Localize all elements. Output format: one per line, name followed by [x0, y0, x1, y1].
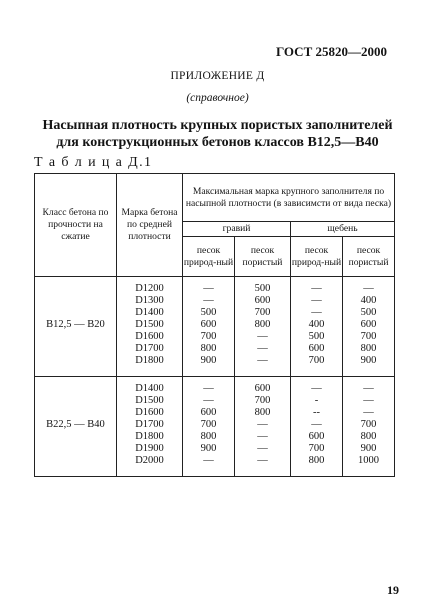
header-crushed-sand-natural: песок природ-ный [291, 237, 343, 277]
grade-value: D1900 [135, 443, 164, 454]
appendix-reference-note: (справочное) [186, 92, 249, 104]
crushed-natural-column [291, 377, 343, 477]
table-cell: - [314, 395, 319, 406]
grade-value: D1600 [135, 407, 164, 418]
table-cell: 700 [360, 419, 377, 430]
table-cell: — [257, 455, 268, 466]
table-cell: 1000 [358, 455, 380, 466]
concrete-class-cell [35, 277, 117, 377]
table-cell: -- [313, 407, 320, 418]
table-cell: 800 [200, 343, 217, 354]
table-cell: — [257, 343, 268, 354]
table-cell: — [203, 395, 214, 406]
table-cell: 500 [360, 307, 377, 318]
table-cell: 500 [308, 331, 325, 342]
header-crushed-stone: щебень [291, 222, 395, 237]
gravel-natural-column [183, 277, 235, 377]
grade-value: D1800 [135, 355, 164, 366]
table-cell: — [363, 395, 374, 406]
table-cell: 600 [200, 407, 217, 418]
density-table [34, 173, 395, 477]
table-cell: — [311, 283, 322, 294]
table-cell: 800 [200, 431, 217, 442]
table-cell: 400 [360, 295, 377, 306]
table-cell: 400 [308, 319, 325, 330]
table-cell: — [203, 283, 214, 294]
title-line-2: для конструкционных бетонов классов В12,5—В40 [56, 135, 379, 150]
table-cell: 600 [254, 295, 271, 306]
grade-value: D1400 [135, 307, 164, 318]
gravel-natural-column [183, 377, 235, 477]
concrete-class-label: В22,5 — В40 [46, 419, 105, 430]
table-row-group-2 [35, 377, 395, 477]
table-cell: 600 [308, 343, 325, 354]
grade-column [117, 277, 183, 377]
grade-column [117, 377, 183, 477]
table-cell: 500 [200, 307, 217, 318]
table-cell: — [257, 431, 268, 442]
table-cell: 700 [254, 395, 271, 406]
concrete-class-label: В12,5 — В20 [46, 319, 105, 330]
table-cell: — [257, 443, 268, 454]
header-density-grade: Марка бетона по средней плотности [117, 174, 183, 277]
table-cell: — [311, 419, 322, 430]
crushed-natural-column [291, 277, 343, 377]
appendix-title: ПРИЛОЖЕНИЕ Д [170, 70, 265, 82]
title-line-1: Насыпная плотность крупных пористых заполнителей [42, 118, 393, 133]
table-cell: — [257, 331, 268, 342]
grade-value: D1400 [135, 383, 164, 394]
header-gravel: гравий [183, 222, 291, 237]
grade-value: D1500 [135, 319, 164, 330]
table-cell: 700 [308, 443, 325, 454]
table-cell: 800 [308, 455, 325, 466]
table-cell: — [257, 355, 268, 366]
table-cell: 500 [254, 283, 271, 294]
table-cell: 600 [200, 319, 217, 330]
grade-value: D1700 [135, 343, 164, 354]
concrete-class-cell [35, 377, 117, 477]
table-cell: 900 [360, 443, 377, 454]
grade-value: D2000 [135, 455, 164, 466]
header-crushed-sand-porous: песок пористый [343, 237, 395, 277]
grade-value: D1500 [135, 395, 164, 406]
header-gravel-sand-natural: песок природ-ный [183, 237, 235, 277]
header-gravel-sand-porous: песок пористый [235, 237, 291, 277]
table-cell: 600 [254, 383, 271, 394]
table-cell: — [203, 455, 214, 466]
table-cell: 800 [360, 343, 377, 354]
table-row-group-1 [35, 277, 395, 377]
table-cell: — [363, 283, 374, 294]
table-caption: Т а б л и ц а Д.1 [34, 155, 153, 170]
table-cell: 600 [308, 431, 325, 442]
table-cell: 900 [200, 443, 217, 454]
table-cell: — [311, 383, 322, 394]
table-cell: 800 [360, 431, 377, 442]
table-cell: — [363, 407, 374, 418]
header-max-aggregate-grade: Максимальная марка крупного заполнителя по насыпной плотности (в зависимсти от вида песка) [183, 174, 395, 222]
grade-value: D1700 [135, 419, 164, 430]
document-code: ГОСТ 25820—2000 [275, 44, 387, 59]
page-number: 19 [387, 583, 399, 597]
table-cell: 900 [360, 355, 377, 366]
table-cell: 800 [254, 407, 271, 418]
table-cell: — [203, 383, 214, 394]
crushed-porous-column [343, 277, 395, 377]
header-concrete-class: Класс бетона по прочности на сжатие [35, 174, 117, 277]
table-cell: — [257, 419, 268, 430]
grade-value: D1600 [135, 331, 164, 342]
table-cell: 700 [308, 355, 325, 366]
gravel-porous-column [235, 277, 291, 377]
table-cell: 900 [200, 355, 217, 366]
table-cell: 700 [200, 419, 217, 430]
table-cell: 700 [360, 331, 377, 342]
table-cell: 700 [200, 331, 217, 342]
crushed-porous-column [343, 377, 395, 477]
grade-value: D1800 [135, 431, 164, 442]
table-cell: 700 [254, 307, 271, 318]
section-title [30, 117, 405, 151]
table-cell: 800 [254, 319, 271, 330]
gravel-porous-column [235, 377, 291, 477]
grade-value: D1300 [135, 295, 164, 306]
table-cell: — [311, 295, 322, 306]
table-cell: — [311, 307, 322, 318]
table-cell: — [363, 383, 374, 394]
table-cell: — [203, 295, 214, 306]
table-cell: 600 [360, 319, 377, 330]
grade-value: D1200 [135, 283, 164, 294]
